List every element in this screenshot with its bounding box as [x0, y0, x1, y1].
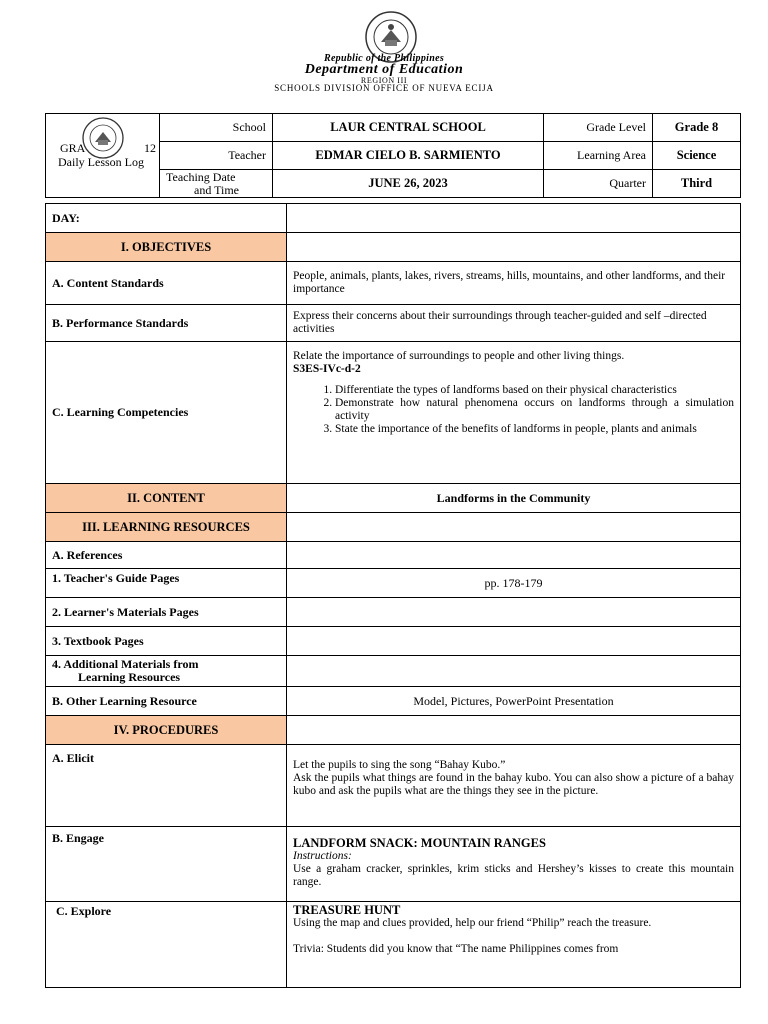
grade-label-right: 12	[144, 141, 156, 155]
elicit-cell	[287, 745, 741, 827]
procedures-header: IV. PROCEDURES	[46, 716, 287, 745]
additional-materials-value	[287, 656, 741, 687]
engage-cell	[287, 827, 741, 902]
teachers-guide-label: 1. Teacher's Guide Pages	[46, 569, 287, 598]
document-header	[0, 0, 768, 100]
explore-label: C. Explore	[46, 902, 287, 988]
date-label-line1: Teaching Date	[166, 169, 236, 184]
objectives-header: I. OBJECTIVES	[46, 233, 287, 262]
region-text: REGION III	[360, 76, 408, 85]
objectives-value	[287, 233, 741, 262]
log-title-cell	[46, 114, 160, 198]
content-standards-label: A. Content Standards	[46, 262, 287, 305]
explore-title: TREASURE HUNT	[293, 903, 401, 917]
teacher-value: EDMAR CIELO B. SARMIENTO	[273, 142, 544, 170]
learning-competencies-cell	[287, 342, 741, 484]
learning-area-label: Learning Area	[544, 142, 653, 170]
date-label-line2: and Time	[194, 182, 240, 197]
learning-resources-value	[287, 513, 741, 542]
grade-label-left: GRA	[60, 141, 86, 155]
procedures-value	[287, 716, 741, 745]
school-value: LAUR CENTRAL SCHOOL	[273, 114, 544, 142]
teaching-date-label	[160, 170, 273, 198]
performance-standards-text: Express their concerns about their surroundings through teacher-guided and self –directed activities	[287, 305, 741, 342]
explore-cell	[287, 902, 741, 988]
performance-standards-label: B. Performance Standards	[46, 305, 287, 342]
teaching-date-value: JUNE 26, 2023	[273, 170, 544, 198]
other-resources-value: Model, Pictures, PowerPoint Presentation	[287, 687, 741, 716]
explore-text: Using the map and clues provided, help our friend “Philip” reach the treasure.	[293, 917, 652, 929]
competencies-list	[293, 384, 734, 436]
competency-item: 3. State the importance of the benefits of landforms in people, plants and animals	[335, 423, 734, 436]
content-standards-text: People, animals, plants, lakes, rivers, streams, hills, mountains, and other landforms, and their importance	[287, 262, 741, 305]
day-label: DAY:	[46, 204, 287, 233]
textbook-pages-value	[287, 627, 741, 656]
additional-materials-label	[46, 656, 287, 687]
content-header: II. CONTENT	[46, 484, 287, 513]
quarter-label: Quarter	[544, 170, 653, 198]
explore-trivia: Trivia: Students did you know that “The name Philippines comes from	[293, 943, 619, 955]
competencies-intro: Relate the importance of surroundings to people and other living things.	[293, 350, 625, 362]
day-value	[287, 204, 741, 233]
learners-materials-value	[287, 598, 741, 627]
engage-title: LANDFORM SNACK: MOUNTAIN RANGES	[293, 836, 546, 850]
elicit-label: A. Elicit	[46, 745, 287, 827]
engage-text: Use a graham cracker, sprinkles, krim sticks and Hershey’s kisses to create this mountain range.	[293, 863, 734, 888]
competency-item: 1. Differentiate the types of landforms based on their physical characteristics	[335, 384, 734, 397]
deped-logo-icon	[81, 116, 125, 160]
references-value	[287, 542, 741, 569]
learners-materials-label: 2. Learner's Materials Pages	[46, 598, 287, 627]
additional-materials-line2: Learning Resources	[78, 670, 181, 684]
references-label: A. References	[46, 542, 287, 569]
elicit-line2: Ask the pupils what things are found in the bahay kubo. You can also show a picture of a bahay kubo and ask the pupils what are the things they see in the picture.	[293, 772, 734, 797]
grade-level-label: Grade Level	[544, 114, 653, 142]
teacher-label: Teacher	[160, 142, 273, 170]
department-text: Department of Education	[304, 62, 464, 77]
republic-text: Republic of the Philippines	[323, 53, 445, 64]
learning-resources-header: III. LEARNING RESOURCES	[46, 513, 287, 542]
quarter-value: Third	[653, 170, 741, 198]
engage-instructions-label: Instructions:	[293, 850, 352, 862]
school-label: School	[160, 114, 273, 142]
additional-materials-line1: 4. Additional Materials from	[52, 657, 199, 671]
daily-lesson-log-table	[45, 203, 741, 988]
learning-competencies-label: C. Learning Competencies	[46, 342, 287, 484]
engage-label: B. Engage	[46, 827, 287, 902]
textbook-pages-label: 3. Textbook Pages	[46, 627, 287, 656]
elicit-line1: Let the pupils to sing the song “Bahay Kubo.”	[293, 759, 506, 771]
grade-level-value: Grade 8	[653, 114, 741, 142]
other-resources-label: B. Other Learning Resource	[46, 687, 287, 716]
lesson-info-table	[45, 113, 741, 198]
content-value: Landforms in the Community	[287, 484, 741, 513]
learning-area-value: Science	[653, 142, 741, 170]
log-label: Daily Lesson Log	[58, 155, 144, 169]
division-text: SCHOOLS DIVISION OFFICE OF NUEVA ECIJA	[274, 83, 494, 93]
teachers-guide-value: pp. 178-179	[287, 569, 741, 598]
competencies-code: S3ES-IVc-d-2	[293, 363, 361, 375]
competency-item: 2. Demonstrate how natural phenomena occurs on landforms through a simulation activity	[335, 397, 734, 423]
